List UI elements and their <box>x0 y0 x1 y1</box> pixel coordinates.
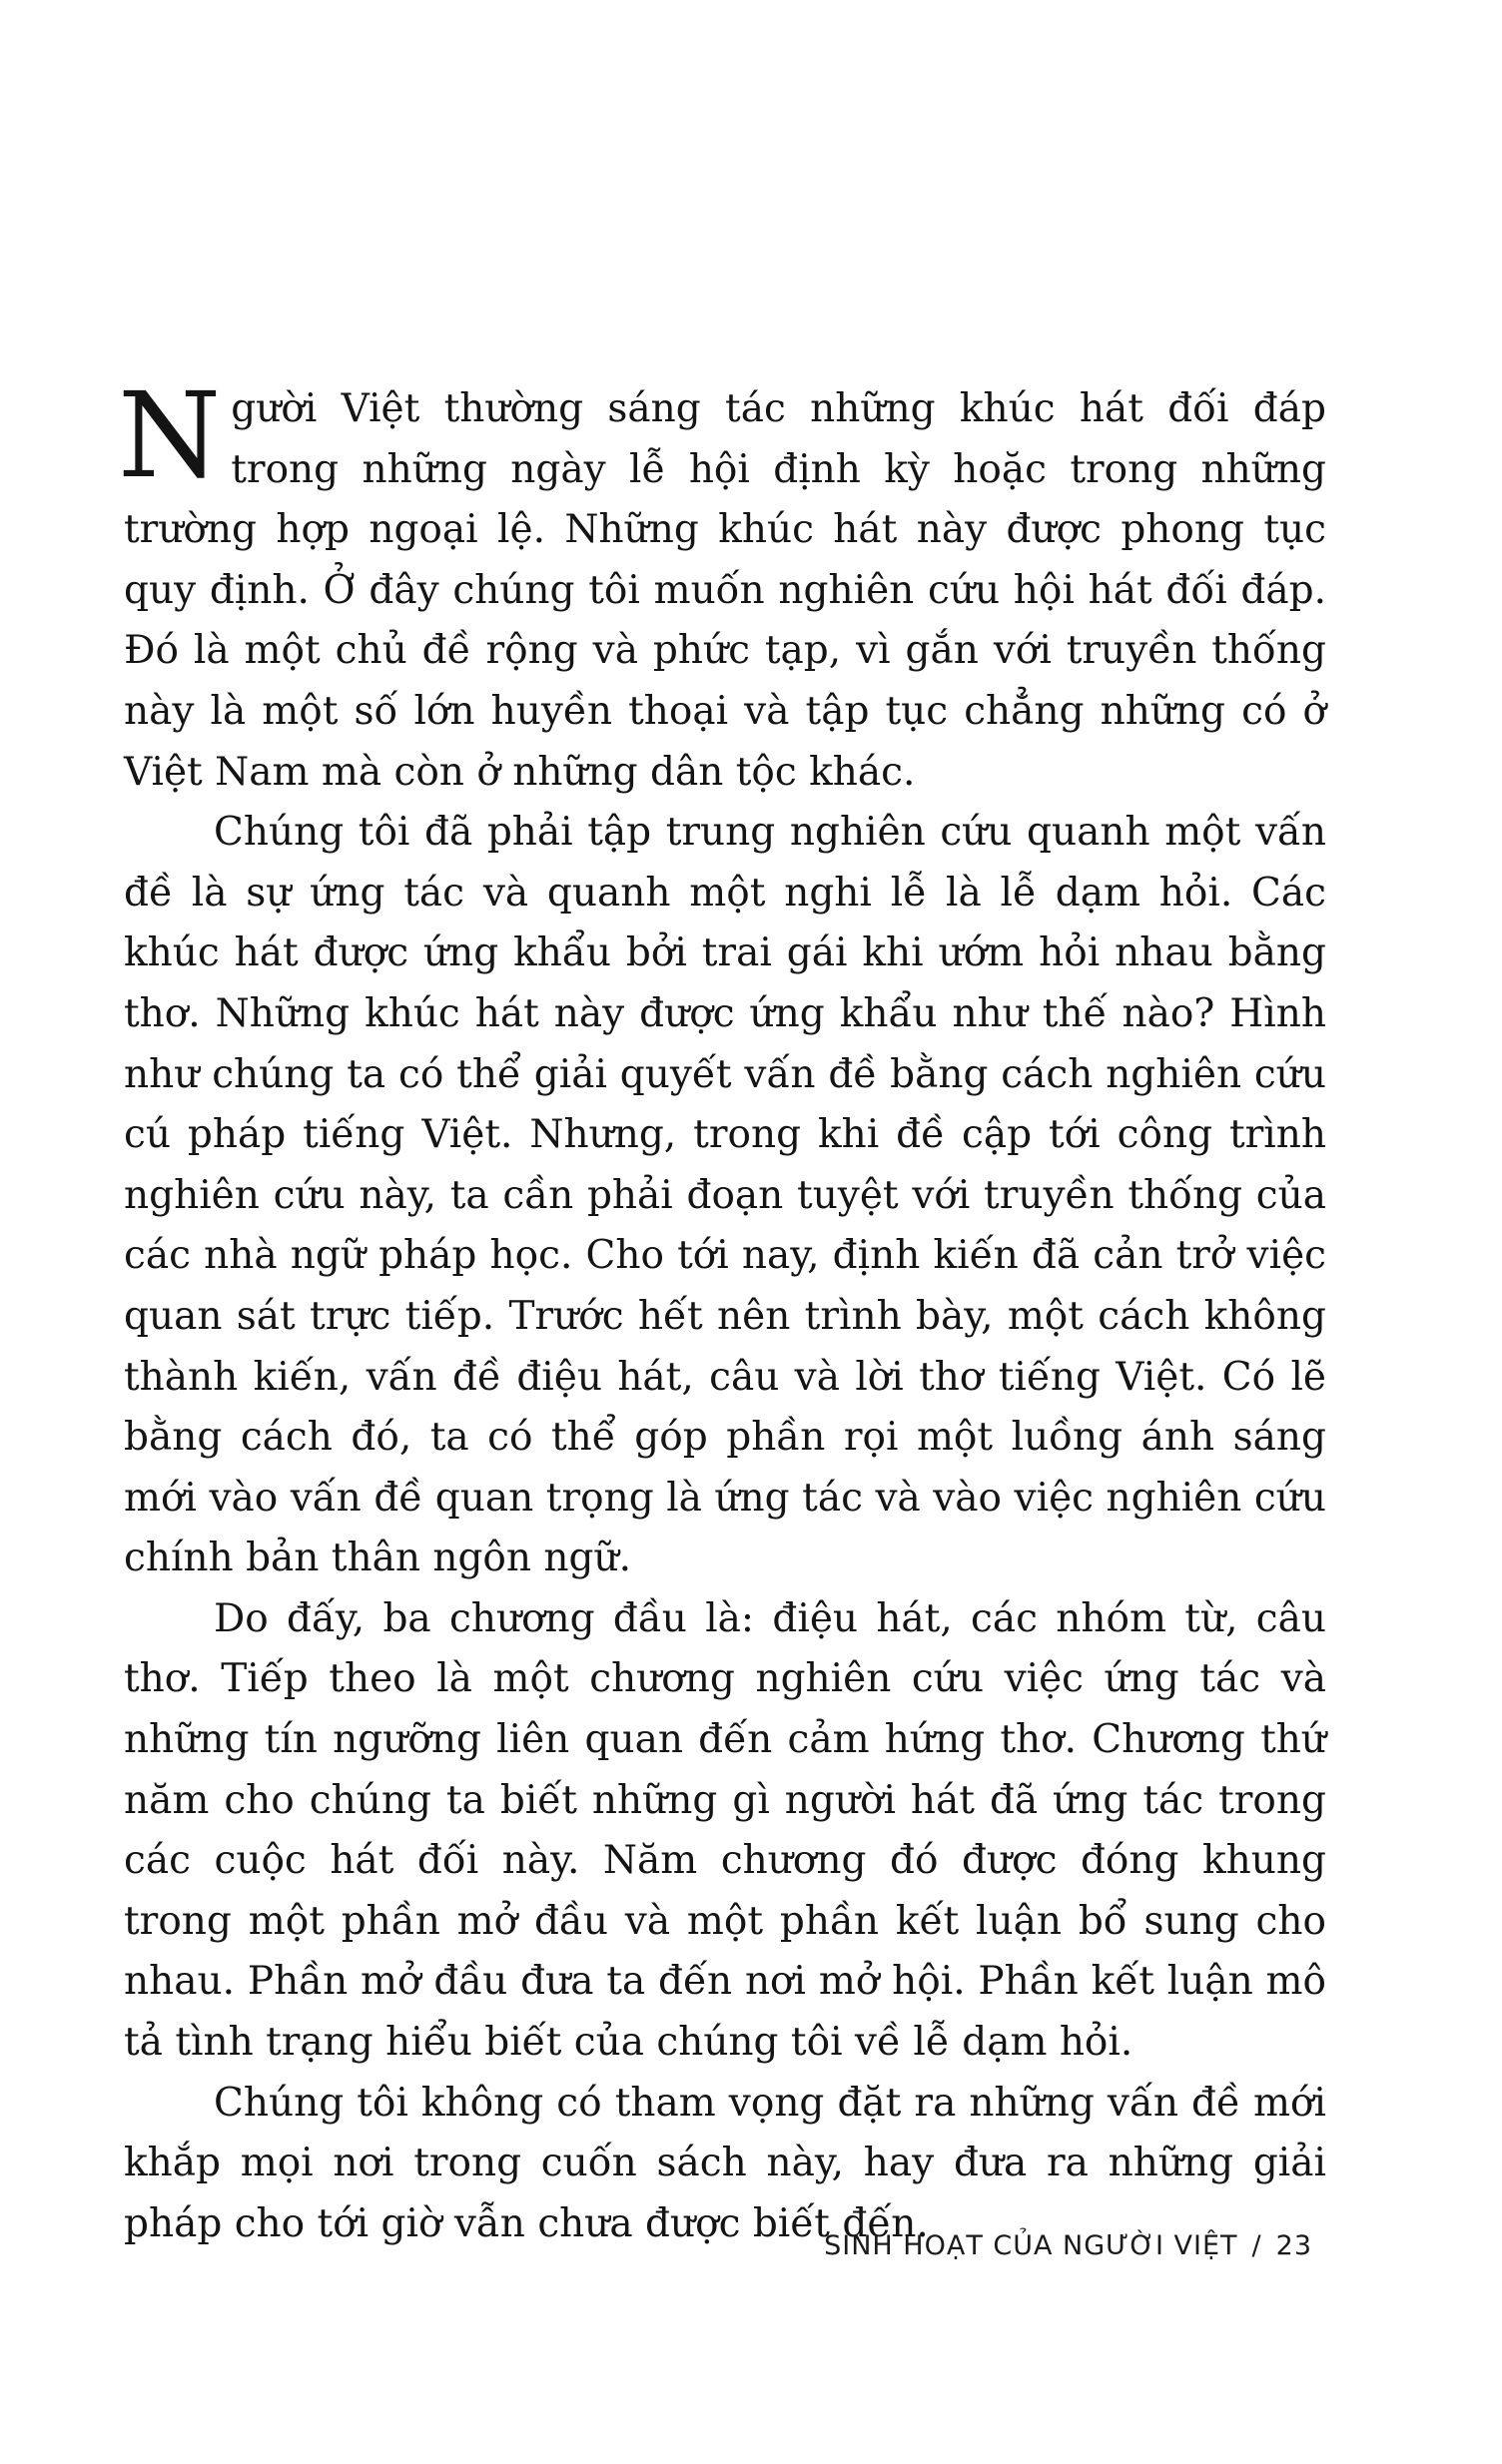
running-title: SINH HOẠT CỦA NGƯỜI VIỆT <box>824 2230 1238 2261</box>
drop-cap: N <box>118 366 222 504</box>
paragraph-4: Chúng tôi không có tham vọng đặt ra những vấn đề mới khắp mọi nơi trong cuốn sách này, hay đưa ra những giải pháp cho tới giờ vẫn chưa được biết đến. <box>124 2080 1326 2246</box>
footer-separator: / <box>1251 2230 1262 2261</box>
body-text <box>118 366 1326 2254</box>
page-number: 23 <box>1275 2230 1312 2261</box>
paragraph-3: Do đấy, ba chương đầu là: điệu hát, các nhóm từ, câu thơ. Tiếp theo là một chương nghiên cứu việc ứng tác và những tín ngưỡng liên quan đến cảm hứng thơ. Chương thứ năm cho chúng ta biết những gì người hát đã ứng tác trong các cuộc hát đối này. Năm chương đó được đóng khung trong một phần mở đầu và một phần kết luận bổ sung cho nhau. Phần mở đầu đưa ta đến nơi mở hội. Phần kết luận mô tả tình trạng hiểu biết của chúng tôi về lễ dạm hỏi. <box>124 1595 1326 2066</box>
paragraph-2: Chúng tôi đã phải tập trung nghiên cứu quanh một vấn đề là sự ứng tác và quanh một nghi lễ là lễ dạm hỏi. Các khúc hát được ứng khẩu bởi trai gái khi ướm hỏi nhau bằng thơ. Những khúc hát này được ứng khẩu như thế nào? Hình như chúng ta có thể giải quyết vấn đề bằng cách nghiên cứu cú pháp tiếng Việt. Nhưng, trong khi đề cập tới công trình nghiên cứu này, ta cần phải đoạn tuyệt với truyền thống của các nhà ngữ pháp học. Cho tới nay, định kiến đã cản trở việc quan sát trực tiếp. Trước hết nên trình bày, một cách không thành kiến, vấn đề điệu hát, câu và lời thơ tiếng Việt. Có lẽ bằng cách đó, ta có thể góp phần rọi một luồng ánh sáng mới vào vấn đề quan trọng là ứng tác và vào việc nghiên cứu chính bản thân ngôn ngữ. <box>124 810 1326 1581</box>
page-footer <box>824 2230 1312 2261</box>
paragraph-1 <box>118 366 1326 803</box>
paragraph-1-text: gười Việt thường sáng tác những khúc hát đối đáp trong những ngày lễ hội định kỳ hoặc trong những trường hợp ngoại lệ. Những khúc hát này được phong tục quy định. Ở đây chúng tôi muốn nghiên cứu hội hát đối đáp. Đó là một chủ đề rộng và phức tạp, vì gắn với truyền thống này là một số lớn huyền thoại và tập tục chẳng những có ở Việt Nam mà còn ở những dân tộc khác. <box>124 386 1326 795</box>
